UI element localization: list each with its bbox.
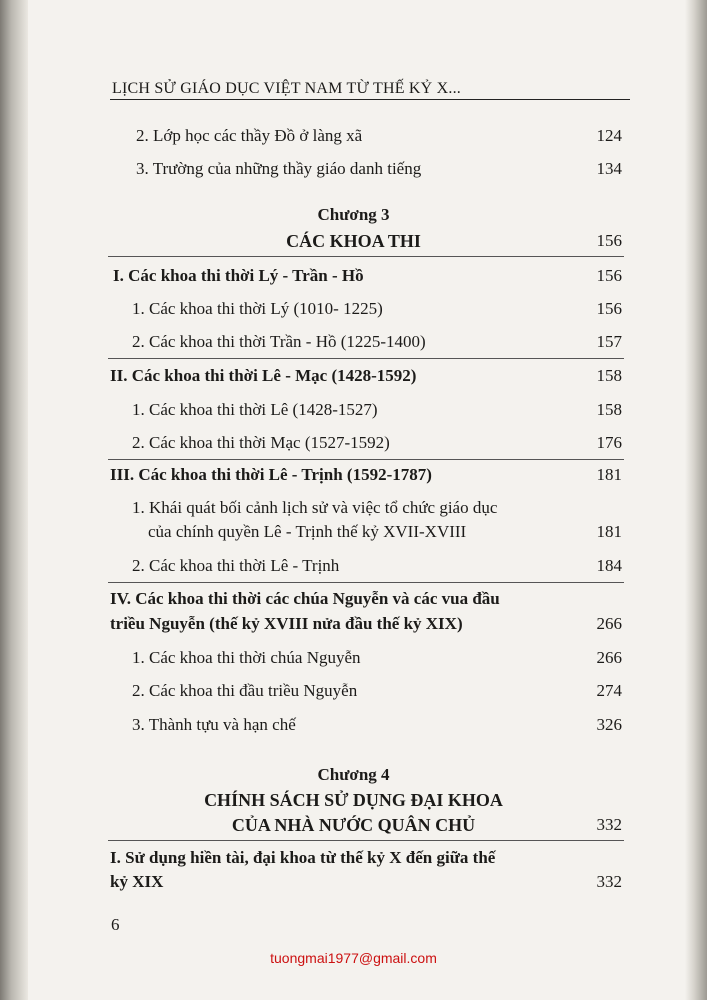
toc-page-number: 176 xyxy=(596,433,622,452)
toc-page-number: 156 xyxy=(596,231,622,250)
running-header: LỊCH SỬ GIÁO DỤC VIỆT NAM TỪ THẾ KỶ X... xyxy=(112,80,461,97)
toc-page-number: 157 xyxy=(596,332,622,351)
section-divider xyxy=(108,840,624,841)
header-rule xyxy=(110,99,630,100)
watermark-email: tuongmai1977@gmail.com xyxy=(270,950,437,966)
section-divider xyxy=(108,459,624,460)
chapter-label: Chương 4 xyxy=(317,765,390,784)
section-divider xyxy=(108,582,624,583)
toc-page-number: 181 xyxy=(596,522,622,541)
toc-page-number: 156 xyxy=(596,266,622,285)
toc-page-number: 158 xyxy=(596,400,622,419)
toc-page-number: 156 xyxy=(596,299,622,318)
section-divider xyxy=(108,358,624,359)
toc-page-number: 326 xyxy=(596,715,622,734)
chapter-title: CHÍNH SÁCH SỬ DỤNG ĐẠI KHOA xyxy=(204,790,503,810)
toc-page-number: 158 xyxy=(596,366,622,385)
toc-page-number: 332 xyxy=(596,872,622,891)
section-divider xyxy=(108,256,624,257)
chapter-title-cont: CỦA NHÀ NƯỚC QUÂN CHỦ xyxy=(231,815,476,835)
toc-page-number: 134 xyxy=(596,159,622,178)
chapter-label: Chương 3 xyxy=(317,205,390,224)
toc-page-number: 181 xyxy=(596,465,622,484)
book-page: LỊCH SỬ GIÁO DỤC VIỆT NAM TỪ THẾ KỶ X... 2. Lớp học các thầy Đồ ở làng xã 124 3. Trường của những thầy giáo danh tiếng 134 Chương 3 CÁC KHOA THI 156 I. Các khoa thi thời Lý - Trần - Hồ 156 1. Các khoa thi thời Lý (1010- 1225) 156 2. Các khoa thi thời Trần - Hồ (1225-1400) 157 II. Các khoa thi thời Lê - Mạc (1428-1592) 158 1. Các khoa thi thời Lê (1428-1527) 158 2. Các khoa thi thời Mạc (1527-1592) 176 III. Các khoa thi thời Lê - Trịnh (1592-1787) 181 1. Khái quát bối cảnh lịch sử và việc tổ chức giáo dục của chính quyền Lê - Trịnh thế kỷ XVII-XVIII 181 2. Các khoa thi thời Lê - Trịnh 184 IV. Các khoa thi thời các chúa Nguyễn và các vua đầu triều Nguyễn (thế kỷ XVIII nửa đầu thế kỷ XIX) 266 1. Các khoa thi thời chúa Nguyễn 266 2. Các khoa thi đầu triều Nguyễn 274 3. Thành tựu và hạn chế 326 Chương 4 CHÍNH SÁCH SỬ DỤNG ĐẠI KHOA CỦA NHÀ NƯỚC QUÂN CHỦ 332 I. Sử dụng hiền tài, đại khoa từ thế kỷ X đến giữa thế kỷ XIX 332 6 tuongmai1977@gmail.com xyxy=(0,0,707,1000)
toc-page-number: 274 xyxy=(596,681,622,700)
toc-page-number: 332 xyxy=(596,815,622,834)
toc-page-number: 124 xyxy=(596,126,622,145)
toc-page-number: 266 xyxy=(596,648,622,667)
page-number: 6 xyxy=(111,915,120,934)
page-edge-shadow xyxy=(685,0,707,1000)
chapter-title: CÁC KHOA THI xyxy=(286,231,421,251)
toc-page-number: 266 xyxy=(596,614,622,633)
page-binding-shadow xyxy=(0,0,28,1000)
toc-page-number: 184 xyxy=(596,556,622,575)
